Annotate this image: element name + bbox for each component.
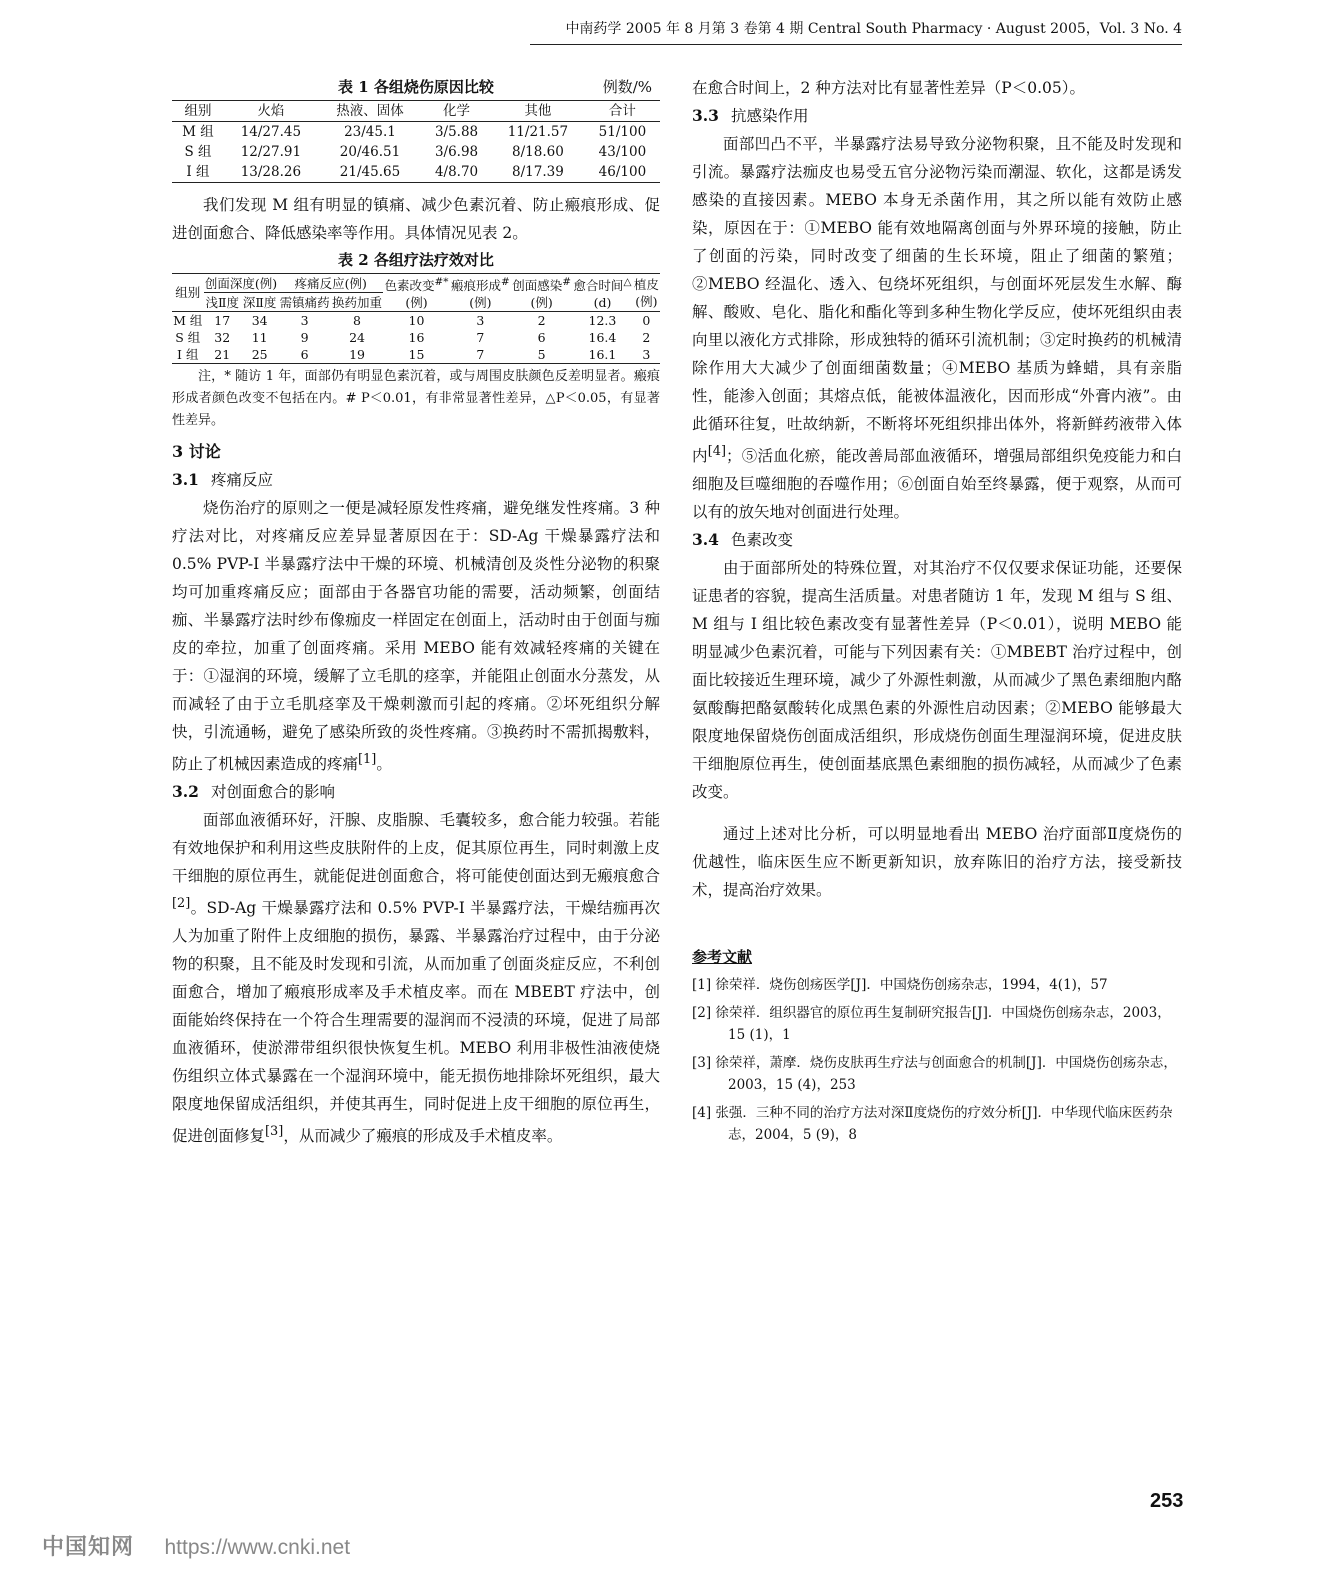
header-unit: (d) — [593, 295, 612, 311]
table-cell: 3/5.88 — [434, 124, 479, 140]
table-cell: 2 — [537, 313, 546, 329]
table1-unit: 例数/% — [602, 78, 652, 96]
table2-caption: 表 2 各组疗法疗效对比 — [338, 251, 494, 269]
subsection-number: 3.2 — [172, 782, 199, 802]
table-cell: 24 — [349, 330, 365, 346]
table2-note: 注，* 随访 1 年，面部仍有明显色素沉着，或与周围皮肤颜色反差明显者。瘢痕形成者颜色改变不包括在内。# P＜0.01，有非常显著性差异，△P＜0.05，有显著性差异。 — [172, 369, 660, 429]
table-cell: M 组 — [173, 313, 203, 329]
table1-header-row — [172, 101, 660, 122]
header-text: 色素改变 — [384, 278, 435, 294]
table-cell: M 组 — [182, 124, 214, 140]
table2-subheader: 需镇痛药 — [278, 293, 330, 312]
citation: [2] — [172, 896, 191, 912]
table2-header — [511, 274, 572, 312]
table-cell: 23/45.1 — [344, 124, 396, 140]
table-cell: 9 — [300, 330, 309, 346]
table-cell: 17 — [214, 313, 231, 329]
table2-header-row — [172, 274, 660, 293]
table1-header: 组别 — [172, 101, 224, 122]
table2-header: 创面深度(例) — [204, 274, 279, 293]
table-cell: 8 — [353, 313, 361, 329]
subsection-title: 色素改变 — [730, 531, 793, 550]
table-row — [172, 142, 660, 162]
table-cell: 11 — [251, 330, 268, 346]
table-cell: 11/21.57 — [507, 124, 569, 140]
table-cell: 13/28.26 — [240, 164, 302, 180]
table-cell: 21/45.65 — [339, 164, 401, 180]
table1-header: 其他 — [491, 101, 585, 122]
table-row — [172, 162, 660, 183]
table-cell: 3 — [642, 347, 651, 363]
paragraph-text: 面部血液循环好，汗腺、皮脂腺、毛囊较多，愈合能力较强。若能有效地保护和利用这些皮肤附件的上皮，促其原位再生，同时刺激上皮干细胞的原位再生，就能促进创面愈合，将可能使创面达到无瘢痕愈合 — [172, 811, 660, 886]
paragraph — [172, 494, 660, 778]
significance-mark: #* — [434, 276, 449, 288]
table-cell: 16.4 — [588, 330, 617, 346]
table-cell: 10 — [408, 313, 425, 329]
table-cell: 6 — [537, 330, 546, 346]
table-cell: 15 — [408, 347, 425, 363]
table1-header: 化学 — [422, 101, 491, 122]
subsection-number: 3.3 — [692, 106, 719, 125]
subsection-heading — [692, 102, 1182, 130]
references-title: 参考文献 — [692, 948, 753, 967]
cnki-url[interactable]: https://www.cnki.net — [164, 1536, 351, 1559]
table-cell: 14/27.45 — [240, 124, 302, 140]
table-cell: S 组 — [184, 144, 212, 160]
reference-item: [2] 徐荣祥．组织器官的原位再生复制研究报告[J]．中国烧伤创疡杂志，2003，15 (1)，1 — [692, 1005, 1171, 1044]
significance-mark: △ — [623, 276, 632, 288]
paragraph: 在愈合时间上，2 种方法对比有显著性差异（P＜0.05）。 — [692, 79, 1085, 97]
table2-header — [383, 274, 449, 312]
paragraph: 由于面部所处的特殊位置，对其治疗不仅仅要求保证功能，还要保证患者的容貌，提高生活质量。对患者随访 1 年，发现 M 组与 S 组、M 组与 I 组比较色素改变有显著性差异（P＜0.01），说明 MEBO 能明显减少色素沉着，可能与下列因素有关：①MBEBT 治疗过程中，创面比较接近生理环境，减少了外源性刺激，从而减少了黑色素细胞内酪氨酸酶把酪氨酸转化成黑色素的外源性启动因素；②MEBO 能够最大限度地保留烧伤创面成活组织，形成烧伤创面生理湿润环境，促进皮肤干细胞原位再生，使创面基底黑色素细胞的损伤减轻，从而减少了色素改变。 — [692, 559, 1182, 802]
citation: [1] — [358, 752, 377, 768]
table2 — [172, 273, 660, 364]
running-header: 中南药学 2005 年 8 月第 3 卷第 4 期 Central South Pharmacy · August 2005，Vol. 3 No. 4 — [530, 18, 1182, 45]
subsection-title: 抗感染作用 — [730, 107, 809, 125]
table-cell: 16.1 — [588, 347, 617, 363]
table-cell: 8/18.60 — [512, 144, 564, 160]
table2-header: 组别 — [175, 285, 201, 301]
header-text: 创面感染 — [512, 278, 563, 294]
table-cell: I 组 — [177, 347, 199, 363]
paragraph-text: 烧伤治疗的原则之一便是减轻原发性疼痛，避免继发性疼痛。3 种疗法对比，对疼痛反应差异显著原因在于：SD-Ag 干燥暴露疗法和 0.5% PVP-I 半暴露疗法中干燥的环境、机械清创及炎性分泌物的积聚均可加重疼痛反应；面部由于各器官功能的需要，活动频繁，创面结痂、半暴露疗法时纱布像痂皮一样固定在创面上，活动时由于创面与痂皮的牵拉，加重了创面疼痛。采用 MEBO 能有效减轻疼痛的关键在于：①湿润的环境，缓解了立毛肌的痉挛，并能阻止创面水分蒸发，从而减轻了由于立毛肌痉挛及干燥刺激而引起的疼痛。②坏死组织分解快，引流通畅，避免了感染所致的炎性疼痛。③换药时不需抓揭敷料，防止了机械因素造成的疼痛 — [172, 499, 660, 774]
table2-subheader: 换药加重 — [331, 293, 383, 312]
table-cell: 8/17.39 — [512, 164, 564, 180]
table1-header: 热液、固体 — [318, 101, 422, 122]
significance-mark: # — [500, 276, 510, 288]
header-text: 愈合时间 — [573, 278, 624, 294]
table-cell: 7 — [476, 330, 485, 346]
header-text: 植皮 — [633, 276, 659, 292]
table-cell: 2 — [642, 330, 651, 346]
right-column — [692, 74, 1182, 1152]
header-unit: (例) — [469, 295, 492, 311]
table-cell: 7 — [476, 347, 485, 363]
table2-subheader: 浅Ⅱ度 — [204, 293, 241, 312]
subsection-heading — [692, 526, 1182, 554]
table-cell: 4/8.70 — [434, 164, 479, 180]
paragraph: 我们发现 M 组有明显的镇痛、减少色素沉着、防止瘢痕形成、促进创面愈合、降低感染率等作用。具体情况见表 2。 — [172, 196, 660, 242]
reference-item: [3] 徐荣祥，萧摩．烧伤皮肤再生疗法与创面愈合的机制[J]．中国烧伤创疡杂志，2003，15 (4)，253 — [692, 1055, 1177, 1094]
subsection-number: 3.4 — [692, 530, 719, 550]
table-cell: I 组 — [186, 164, 210, 180]
header-unit: (例) — [635, 293, 658, 309]
subsection-heading — [172, 778, 660, 806]
paragraph-text: ，从而减少了瘢痕的形成及手术植皮率。 — [283, 1127, 563, 1146]
table-cell: 3 — [300, 313, 309, 329]
table-cell: 46/100 — [598, 164, 647, 180]
table-cell: 32 — [214, 330, 231, 346]
table1-header: 火焰 — [224, 101, 318, 122]
header-text: 瘢痕形成 — [450, 278, 501, 294]
table-cell: 0 — [642, 313, 651, 329]
table1-caption — [172, 74, 660, 100]
table-cell: 51/100 — [598, 124, 647, 140]
table-row — [172, 312, 660, 330]
section-heading: 3 讨论 — [172, 442, 221, 462]
table-cell: 12/27.91 — [240, 144, 302, 160]
reference-item: [4] 张强．三种不同的治疗方法对深Ⅱ度烧伤的疗效分析[J]．中华现代临床医药杂志，2004，5 (9)，8 — [692, 1105, 1173, 1144]
cnki-logo: 中国知网 — [42, 1534, 135, 1559]
paragraph-text: 面部凹凸不平，半暴露疗法易导致分泌物积聚，且不能及时发现和引流。暴露疗法痂皮也易受五官分泌物污染而潮湿、软化，这都是诱发感染的直接因素。MEBO 本身无杀菌作用，其之所以能有效防止感染，原因在于：①MEBO 能有效地隔离创面与外界环境的接触，防止了创面的污染，同时改变了细菌的生长环境，阻止了细菌的繁殖；②MEBO 经温化、透入、包绕坏死组织，与创面坏死层发生水解、酶解、酸败、皂化、脂化和酯化等到多种生物化学反应，使坏死组织由表向里以液化方式排除，形成独特的循环引流机制；③定时换药的机械清除作用大大减少了创面细菌数量；④MEBO 基质为蜂蜡，具有亲脂性，能渗入创面；其熔点低，能被体温液化，因而形成“外膏内液”。由此循环往复，吐故纳新，不断将坏死组织排出体外，将新鲜药液带入体内 — [692, 135, 1182, 466]
subsection-number: 3.1 — [172, 470, 199, 490]
paragraph-text: ；⑤活血化瘀，能改善局部血液循环，增强局部组织免疫能力和白细胞及巨噬细胞的吞噬作用；⑥创面自始至终暴露，便于观察，从而可以有的放矢地对创面进行处理。 — [692, 447, 1182, 522]
table2-header — [450, 274, 511, 312]
reference-item: [1] 徐荣祥．烧伤创疡医学[J]．中国烧伤创疡杂志，1994，4(1)，57 — [692, 977, 1108, 994]
table2-header — [633, 274, 660, 312]
table-cell: S 组 — [175, 330, 201, 346]
table-cell: 25 — [251, 347, 268, 363]
table-row — [172, 329, 660, 346]
paragraph — [172, 806, 660, 1150]
table-cell: 6 — [300, 347, 309, 363]
subsection-heading — [172, 466, 660, 494]
header-unit: (例) — [530, 295, 553, 311]
table-cell: 43/100 — [598, 144, 647, 160]
table-cell: 19 — [349, 347, 365, 363]
table-row — [172, 346, 660, 364]
table-row — [172, 122, 660, 143]
table1 — [172, 100, 660, 183]
watermark-footer — [42, 1530, 350, 1561]
table-cell: 20/46.51 — [339, 144, 401, 160]
table2-header: 疼痛反应(例) — [278, 274, 383, 293]
paragraph-text: 。 — [376, 755, 392, 774]
table-cell: 5 — [537, 347, 546, 363]
citation: [3] — [265, 1124, 284, 1140]
table-cell: 34 — [251, 313, 268, 329]
paragraph — [692, 130, 1182, 526]
significance-mark: # — [562, 276, 571, 288]
citation: [4] — [707, 444, 727, 459]
table1-title: 表 1 各组烧伤原因比较 — [338, 78, 494, 96]
paragraph: 通过上述对比分析，可以明显地看出 MEBO 治疗面部Ⅱ度烧伤的优越性，临床医生应不断更新知识，放弃陈旧的治疗方法，接受新技术，提高治疗效果。 — [692, 825, 1182, 900]
header-unit: (例) — [405, 295, 428, 311]
table-cell: 3/6.98 — [434, 144, 479, 160]
table-cell: 16 — [408, 330, 425, 346]
left-column — [172, 74, 660, 1151]
page-number: 253 — [1150, 1490, 1184, 1512]
table2-header — [572, 274, 633, 312]
table-cell: 21 — [214, 347, 231, 363]
reference-list — [692, 974, 1182, 1146]
subsection-title: 疼痛反应 — [210, 471, 273, 490]
subsection-title: 对创面愈合的影响 — [210, 783, 335, 802]
table-cell: 12.3 — [588, 313, 617, 329]
paragraph-text: 。SD-Ag 干燥暴露疗法和 0.5% PVP-I 半暴露疗法，干燥结痂再次人为加重了附件上皮细胞的损伤，暴露、半暴露治疗过程中，由于分泌物的积聚，且不能及时发现和引流，从而加重了创面炎症反应，不利创面愈合，增加了瘢痕形成率及手术植皮率。而在 MBEBT 疗法中，创面能始终保持在一个符合生理需要的湿润而不浸渍的环境，促进了局部血液循环，使淤滞带组织很快恢复生机。MEBO 利用非极性油液使烧伤组织立体式暴露在一个湿润环境中，能无损伤地排除坏死组织，最大限度地保留成活组织，并使其再生，同时促进上皮干细胞的原位再生，促进创面修复 — [172, 899, 660, 1146]
table-cell: 3 — [476, 313, 485, 329]
table1-header: 合计 — [585, 101, 660, 122]
table2-subheader: 深Ⅱ度 — [241, 293, 278, 312]
